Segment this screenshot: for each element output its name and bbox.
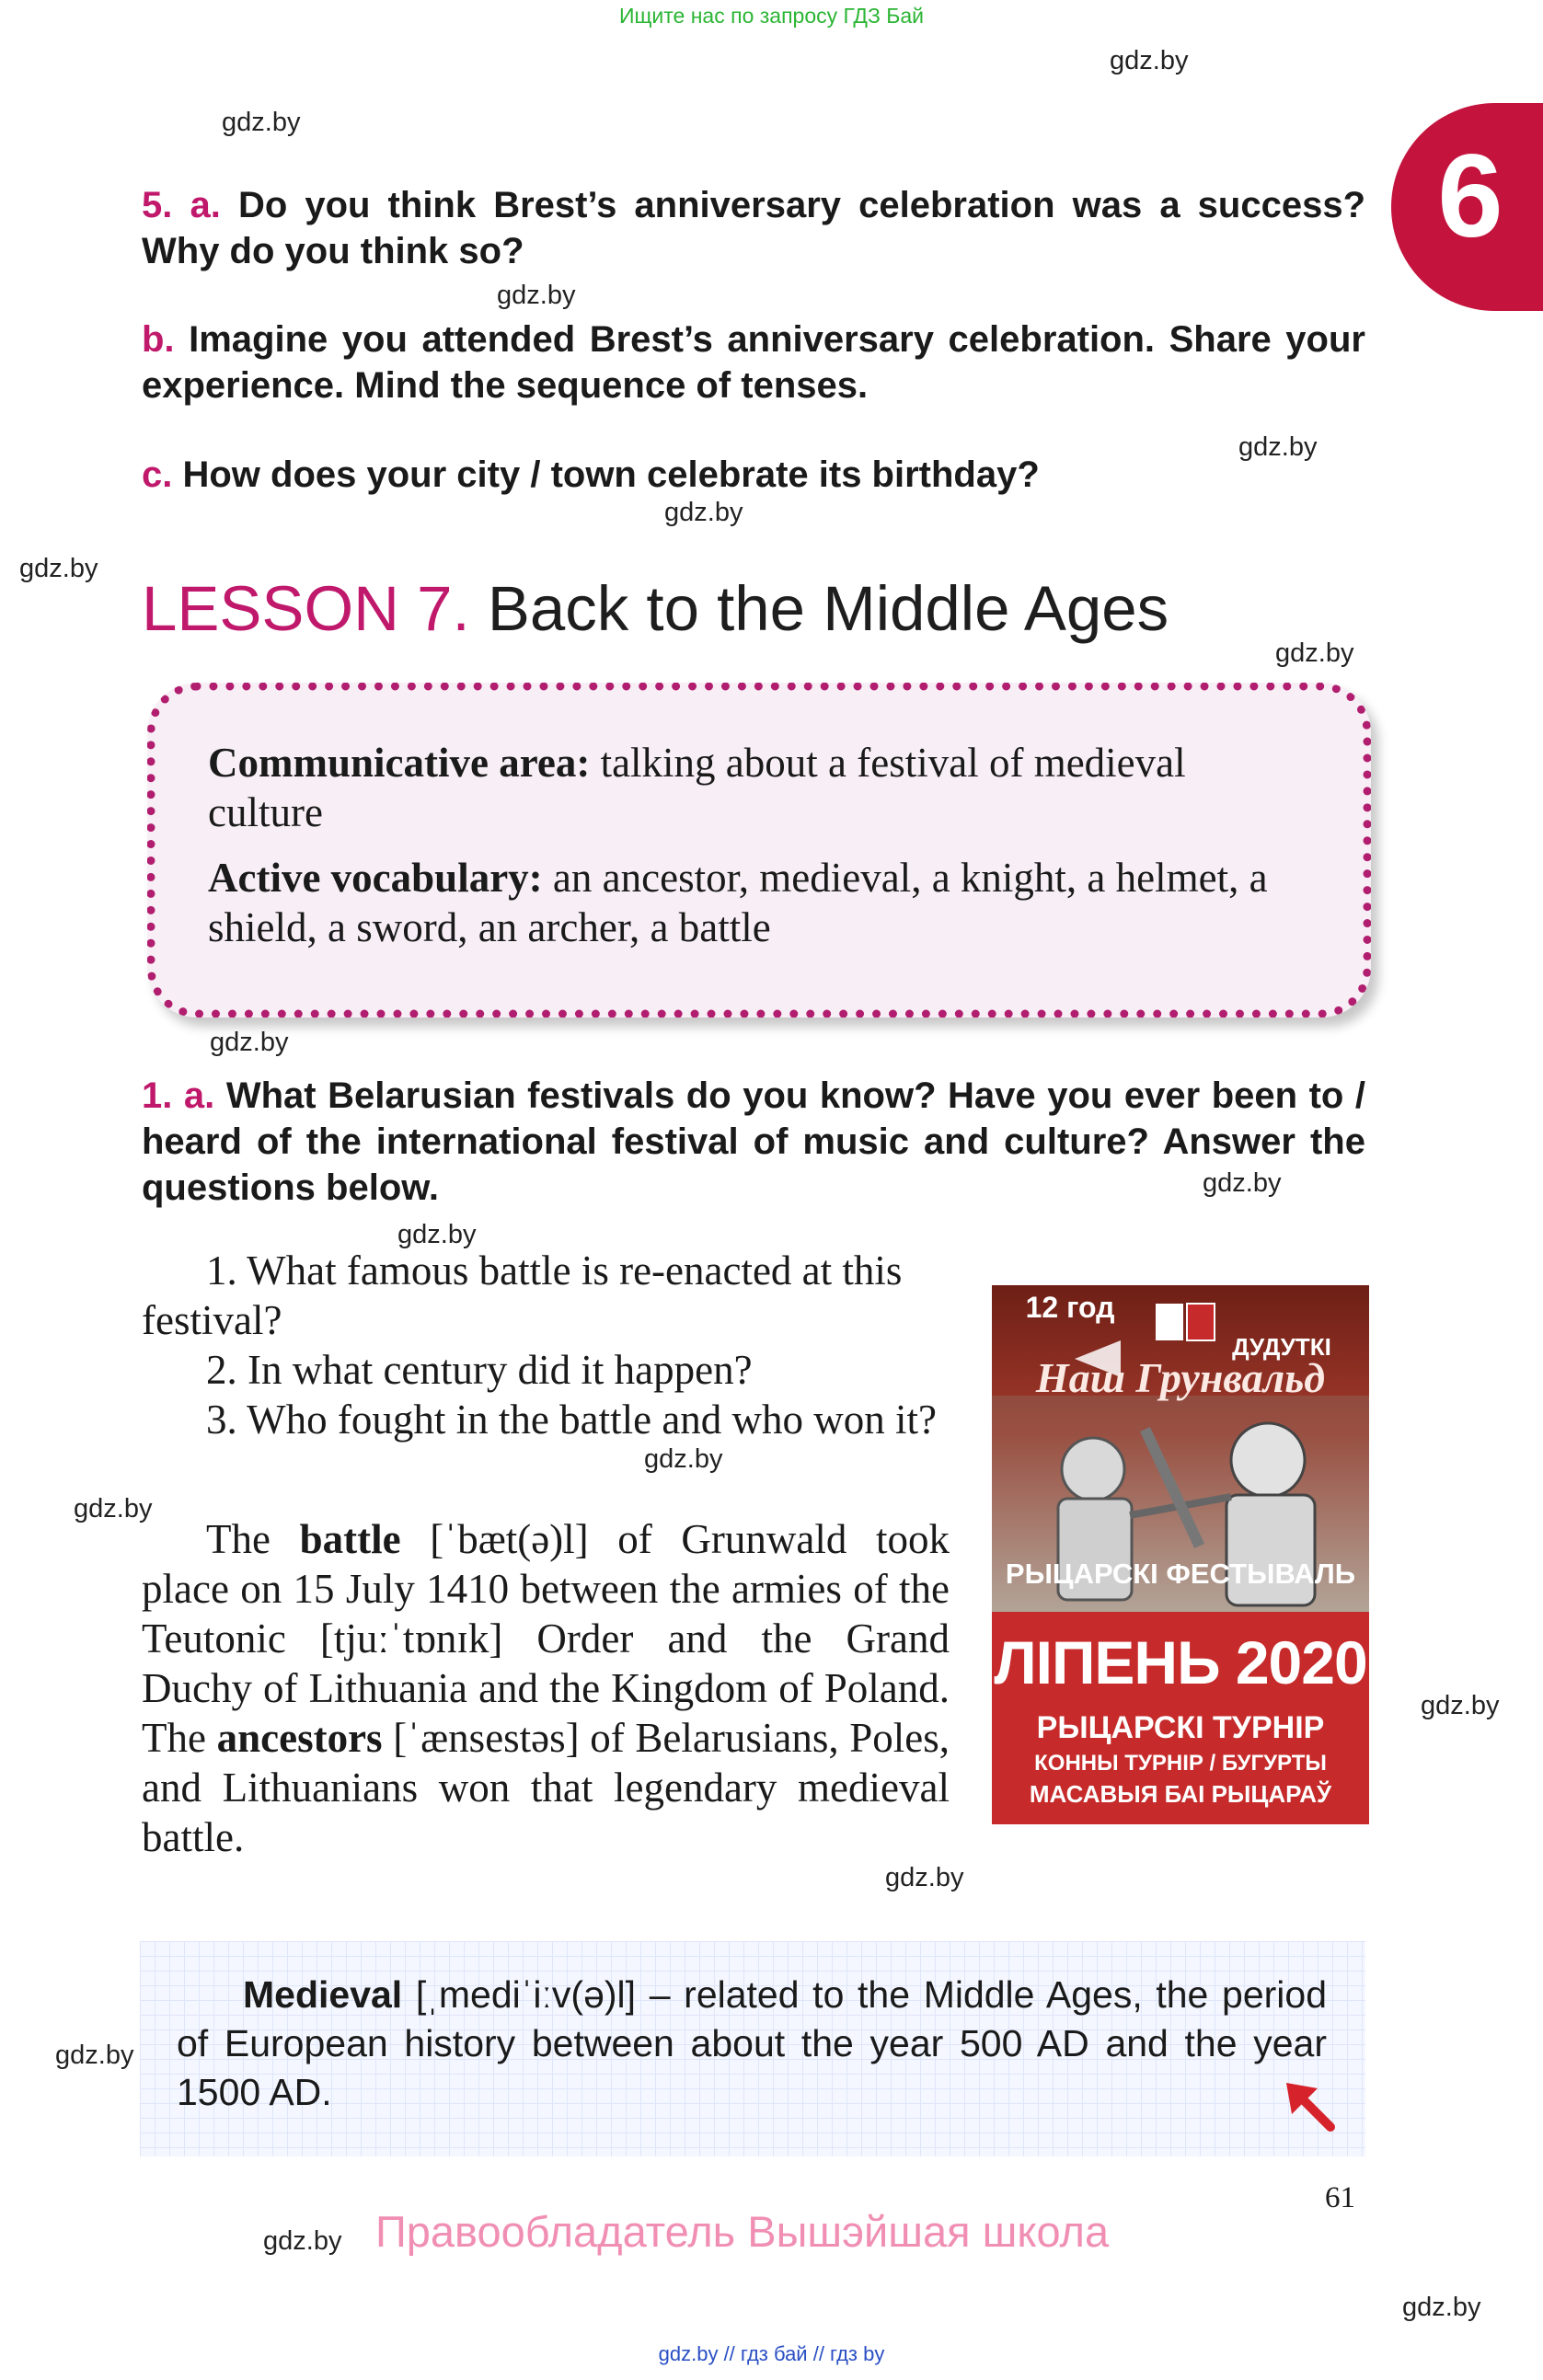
communicative-area-label: Communicative area: <box>208 740 591 786</box>
watermark: gdz.by <box>664 498 743 527</box>
task-5a <box>142 182 1365 274</box>
watermark: gdz.by <box>1110 46 1189 75</box>
task-5c-label: c. <box>142 454 173 495</box>
task-5b-label: b. <box>142 319 175 360</box>
poster-festival-name: Наш Грунвальд <box>1035 1354 1326 1401</box>
keyword-battle: battle <box>299 1516 401 1562</box>
keyword-ancestors: ancestors <box>216 1715 383 1761</box>
lesson-title: Back to the Middle Ages <box>487 573 1169 644</box>
poster-line-2: КОННЫ ТУРНІР / БУГУРТЫ <box>1034 1751 1327 1776</box>
copyright-owner: Правообладатель Вышэйшая школа <box>375 2207 1110 2256</box>
poster-duduki: ДУДУТКІ <box>1232 1333 1331 1361</box>
reading-text-2: of Grunwald took place on 15 July 1410 between the armies of the Teutonic [tjuːˈtɒnɪk] Order and the Grand Duchy of Lithuania and the Kingdom of Poland. The <box>142 1516 950 1761</box>
lesson-heading <box>142 572 1169 646</box>
poster-year: 12 год <box>1025 1291 1115 1324</box>
question-3 <box>142 1395 950 1444</box>
task-5a-text: Do you think Brest’s anniversary celebration was a success? Why do you think so? <box>142 185 1365 271</box>
page-number: 61 <box>1325 2181 1355 2214</box>
watermark: gdz.by <box>885 1863 964 1892</box>
task-1a <box>142 1073 1365 1211</box>
reading-text-3: [ˈænsestəs] of Belarusians, Poles, and Lithuanians won that legendary medieval battle. <box>142 1715 950 1860</box>
bottom-links: gdz.by // гдз бай // гдз by <box>658 2342 885 2365</box>
task-5c <box>142 452 1365 498</box>
watermark: gdz.by <box>1421 1691 1500 1720</box>
watermark: gdz.by <box>210 1028 289 1057</box>
task-5c-text: How does your city / town celebrate its birthday? <box>182 454 1040 495</box>
lesson-label: LESSON 7. <box>142 573 470 644</box>
poster-line-1: РЫЦАРСКІ ТУРНІР <box>1036 1710 1325 1745</box>
watermark: gdz.by <box>19 554 98 583</box>
reading-paragraph <box>142 1514 950 1862</box>
question-1-text: 1. What famous battle is re-enacted at this festival? <box>142 1247 903 1343</box>
question-1 <box>142 1246 950 1345</box>
active-vocabulary <box>208 853 1308 952</box>
task-5b-text: Imagine you attended Brest’s anniversary celebration. Share your experience. Mind the sequence of tenses. <box>142 319 1365 406</box>
watermark: gdz.by <box>1238 432 1318 462</box>
task-1a-text: What Belarusian festivals do you know? Have you ever been to / heard of the international festival of music and culture? Answer the questions below. <box>142 1075 1365 1208</box>
question-3-text: 3. Who fought in the battle and who won it? <box>206 1397 938 1443</box>
definition-ipa: [ˌmediˈiːv(ə)l] <box>402 1973 637 2016</box>
poster-date: ЛІПЕНЬ 2020 <box>994 1628 1367 1696</box>
poster-fest-type: РЫЦАРСКІ ФЕСТЫВАЛЬ <box>1005 1558 1356 1590</box>
task-5a-label: 5. a. <box>142 185 221 225</box>
reading-text-1: The <box>206 1516 300 1562</box>
task-1a-label: 1. a. <box>142 1075 215 1116</box>
festival-poster <box>992 1285 1369 1824</box>
communicative-area <box>208 738 1308 837</box>
watermark: gdz.by <box>497 281 576 310</box>
watermark: gdz.by <box>1275 638 1354 668</box>
watermark: gdz.by <box>1402 2293 1481 2322</box>
definition-word: Medieval <box>243 1973 403 2016</box>
arrow-icon <box>1283 2079 1338 2134</box>
watermark: gdz.by <box>55 2041 134 2070</box>
question-2-text: 2. In what century did it happen? <box>206 1347 753 1393</box>
definition-text <box>177 1971 1327 2117</box>
communicative-area-text: talking about a festival of medieval culture <box>208 740 1186 835</box>
top-notice: Ищите нас по запросу ГДЗ Бай <box>618 4 925 28</box>
watermark: gdz.by <box>222 108 301 137</box>
unit-number: 6 <box>1437 131 1503 262</box>
watermark: gdz.by <box>1203 1168 1282 1198</box>
active-vocabulary-text: an ancestor, medieval, a knight, a helmet, a shield, a sword, an archer, a battle <box>208 855 1268 950</box>
poster-line-3: МАСАВЫЯ БАІ РЫЦАРАЎ <box>1029 1780 1332 1808</box>
definition-body: – related to the Middle Ages, the period of European history between about the year 500 AD and the year 1500 AD. <box>177 1973 1327 2113</box>
task-5b <box>142 316 1365 408</box>
watermark: gdz.by <box>263 2226 342 2256</box>
question-2 <box>142 1345 950 1395</box>
watermark: gdz.by <box>74 1494 153 1523</box>
watermark: gdz.by <box>644 1444 723 1474</box>
lesson-info-box <box>147 683 1371 1018</box>
battle-ipa: [ˈbæt(ə)l] <box>400 1516 589 1562</box>
active-vocabulary-label: Active vocabulary: <box>208 855 543 901</box>
watermark: gdz.by <box>397 1220 477 1249</box>
